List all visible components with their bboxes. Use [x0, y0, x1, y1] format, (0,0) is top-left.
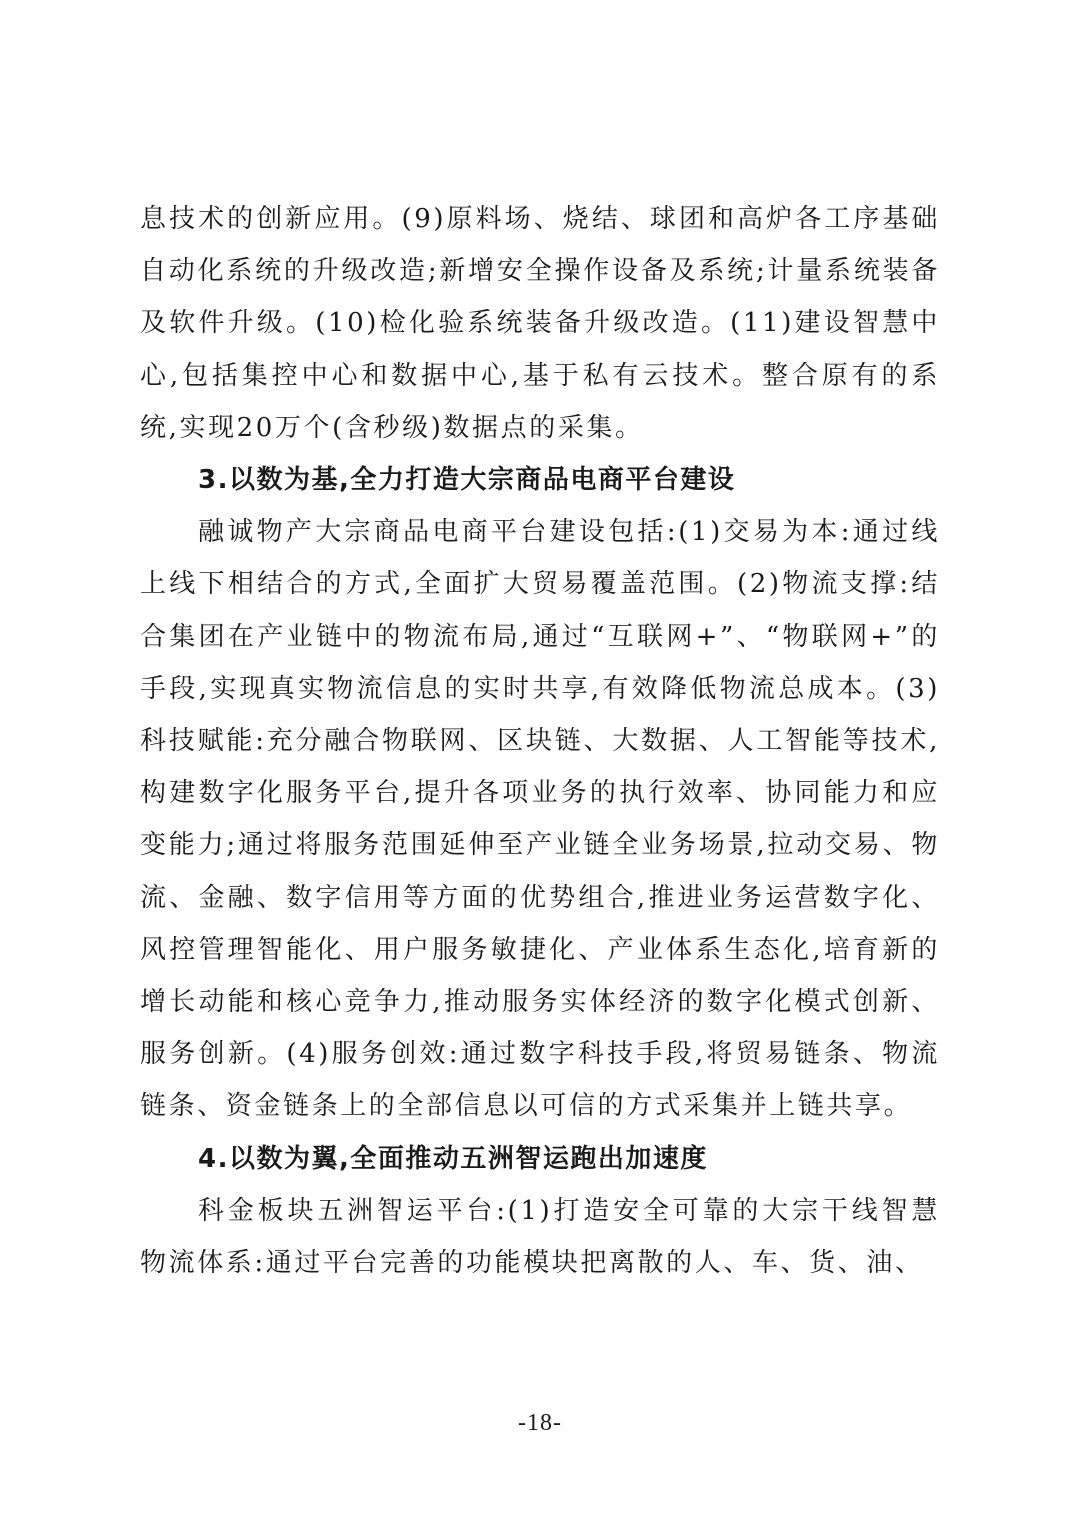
- page-number: -18-: [518, 1410, 562, 1436]
- section-heading-3: 3.以数为基,全力打造大宗商品电商平台建设: [198, 465, 736, 496]
- paragraph-continued: 息技术的创新应用。(9)原料场、烧结、球团和高炉各工序基础自动化系统的升级改造;新增安全操作设备及系统;计量系统装备及软件升级。(10)检化验系统装备升级改造。(11)建设智慧中心,包括集控中心和数据中心,基于私有云技术。整合原有的系统,实现20万个(含秒级)数据点的采集。: [140, 204, 940, 443]
- paragraph-wuzhou-platform: 科金板块五洲智运平台:(1)打造安全可靠的大宗干线智慧物流体系:通过平台完善的功能模块把离散的人、车、货、油、: [140, 1195, 940, 1279]
- section-heading-4: 4.以数为翼,全面推动五洲智运跑出加速度: [198, 1143, 708, 1174]
- document-body: [140, 193, 940, 1289]
- paragraph-ecommerce-platform: 融诚物产大宗商品电商平台建设包括:(1)交易为本:通过线上线下相结合的方式,全面扩大贸易覆盖范围。(2)物流支撑:结合集团在产业链中的物流布局,通过“互联网+”、“物联网+”的手段,实现真实物流信息的实时共享,有效降低物流总成本。(3)科技赋能:充分融合物联网、区块链、大数据、人工智能等技术,构建数字化服务平台,提升各项业务的执行效率、协同能力和应变能力;通过将服务范围延伸至产业链全业务场景,拉动交易、物流、金融、数字信用等方面的优势组合,推进业务运营数字化、风控管理智能化、用户服务敏捷化、产业体系生态化,培育新的增长动能和核心竞争力,推动服务实体经济的数字化模式创新、服务创新。(4)服务创效:通过数字科技手段,将贸易链条、物流链条、资金链条上的全部信息以可信的方式采集并上链共享。: [140, 517, 940, 1122]
